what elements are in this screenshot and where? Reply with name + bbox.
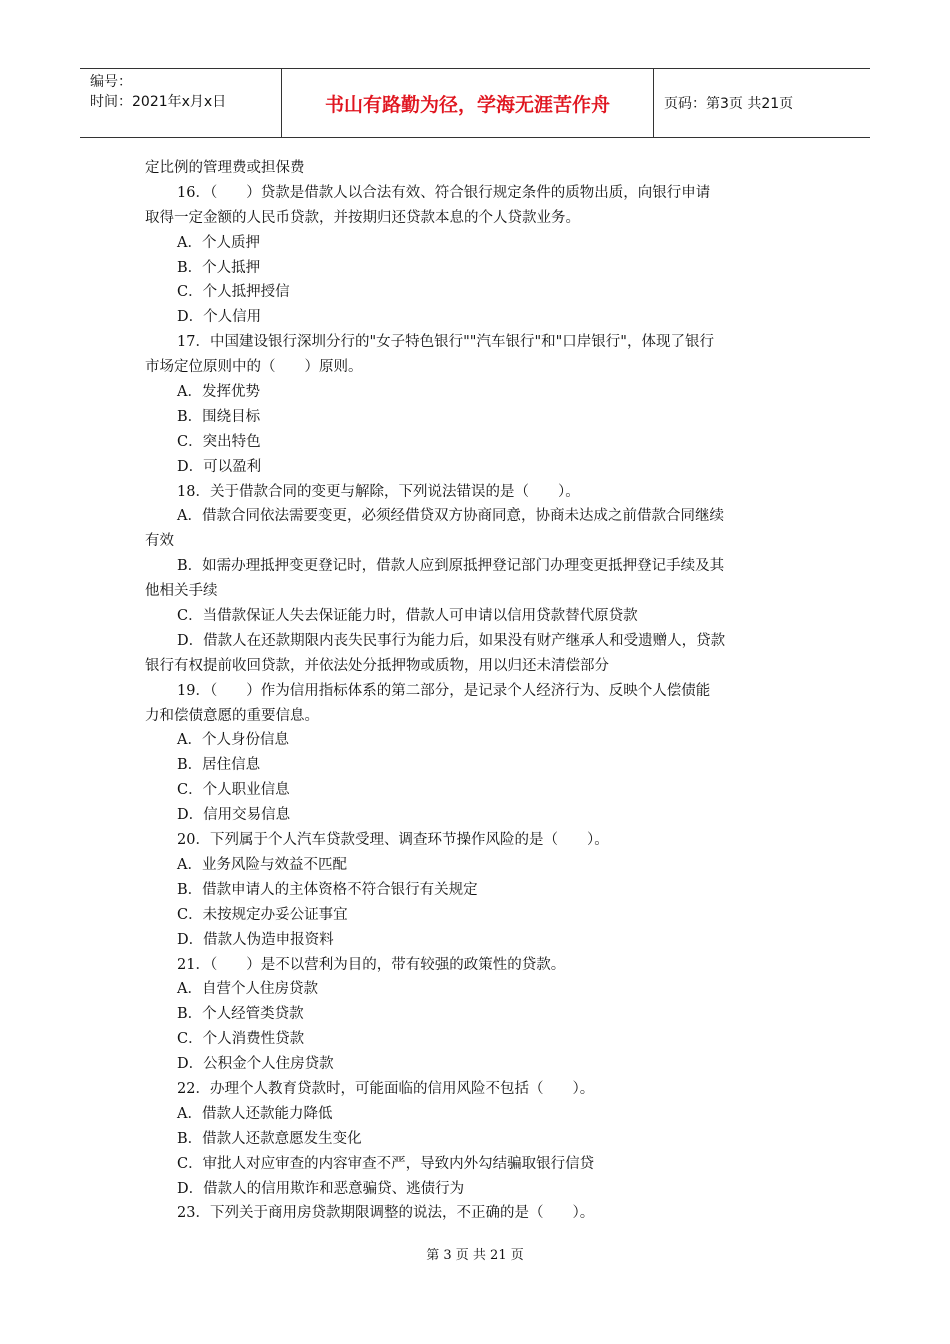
text-line: D．个人信用 <box>177 309 262 326</box>
text-line: 19．（ ）作为信用指标体系的第二部分，是记录个人经济行为、反映个人偿债能 <box>177 682 711 699</box>
text-line: B．个人抵押 <box>177 259 261 276</box>
text-line: A．借款人还款能力降低 <box>177 1105 333 1122</box>
document-body <box>145 156 810 1226</box>
text-line: 20．下列属于个人汽车贷款受理、调查环节操作风险的是（ ）。 <box>177 832 609 849</box>
text-line: B．借款申请人的主体资格不符合银行有关规定 <box>177 881 478 898</box>
text-line: 有效 <box>145 533 174 550</box>
text-line: B．如需办理抵押变更登记时，借款人应到原抵押登记部门办理变更抵押登记手续及其 <box>177 558 725 575</box>
text-line: C．当借款保证人失去保证能力时，借款人可申请以信用贷款替代原贷款 <box>177 608 638 625</box>
page-header <box>80 68 870 138</box>
text-line: D．公积金个人住房贷款 <box>177 1056 334 1073</box>
text-line: A．个人身份信息 <box>177 732 289 749</box>
text-line: D．信用交易信息 <box>177 807 291 824</box>
header-meta <box>80 69 282 137</box>
text-line: D．可以盈利 <box>177 458 262 475</box>
text-line: B．个人经管类贷款 <box>177 1006 304 1023</box>
text-line: B．围绕目标 <box>177 408 261 425</box>
text-line: 21．（ ）是不以营利为目的，带有较强的政策性的贷款。 <box>177 956 566 973</box>
text-line: 17．中国建设银行深圳分行的"女子特色银行""汽车银行"和"口岸银行"，体现了银行 <box>177 334 714 351</box>
text-line: 市场定位原则中的（ ）原则。 <box>145 359 363 376</box>
header-page-label: 页码：第3页 共21页 <box>664 96 794 112</box>
page-footer: 第 3 页 共 21 页 <box>426 1248 524 1263</box>
text-line: C．个人职业信息 <box>177 782 290 799</box>
text-line: 银行有权提前收回贷款，并依法处分抵押物或质物，用以归还未清偿部分 <box>145 657 609 674</box>
text-line: A．发挥优势 <box>177 384 260 401</box>
text-line: 力和偿债意愿的重要信息。 <box>145 707 319 724</box>
text-line: B．居住信息 <box>177 757 261 774</box>
text-line: D．借款人的信用欺诈和恶意骗贷、逃债行为 <box>177 1180 465 1197</box>
text-line: 他相关手续 <box>145 583 218 600</box>
text-line: A．个人质押 <box>177 234 260 251</box>
header-motto: 书山有路勤为径，学海无涯苦作舟 <box>282 69 654 137</box>
date-label: 时间：2021年x月x日 <box>90 94 227 110</box>
text-line: A．业务风险与效益不匹配 <box>177 856 347 873</box>
text-line: C．个人抵押授信 <box>177 284 290 301</box>
text-line: C．审批人对应审查的内容审查不严，导致内外勾结骗取银行信贷 <box>177 1155 595 1172</box>
text-line: 定比例的管理费或担保费 <box>145 160 305 176</box>
text-line: 23．下列关于商用房贷款期限调整的说法，不正确的是（ ）。 <box>177 1205 595 1222</box>
text-line: B．借款人还款意愿发生变化 <box>177 1130 362 1147</box>
number-label: 编号： <box>90 74 132 90</box>
text-line: C．个人消费性贷款 <box>177 1031 305 1048</box>
text-line: 16．（ ）贷款是借款人以合法有效、符合银行规定条件的质物出质，向银行申请 <box>177 184 711 201</box>
text-line: C．突出特色 <box>177 433 261 450</box>
text-line: C．未按规定办妥公证事宜 <box>177 906 348 923</box>
text-line: D．借款人伪造申报资料 <box>177 931 334 948</box>
text-line: A．自营个人住房贷款 <box>177 981 318 998</box>
text-line: A．借款合同依法需要变更，必须经借贷双方协商同意，协商未达成之前借款合同继续 <box>177 508 724 525</box>
text-line: 取得一定金额的人民币贷款，并按期归还贷款本息的个人贷款业务。 <box>145 209 580 226</box>
text-line: 18．关于借款合同的变更与解除，下列说法错误的是（ ）。 <box>177 483 580 500</box>
text-line: 22．办理个人教育贷款时，可能面临的信用风险不包括（ ）。 <box>177 1080 595 1097</box>
text-line: D．借款人在还款期限内丧失民事行为能力后，如果没有财产继承人和受遗赠人，贷款 <box>177 632 726 649</box>
